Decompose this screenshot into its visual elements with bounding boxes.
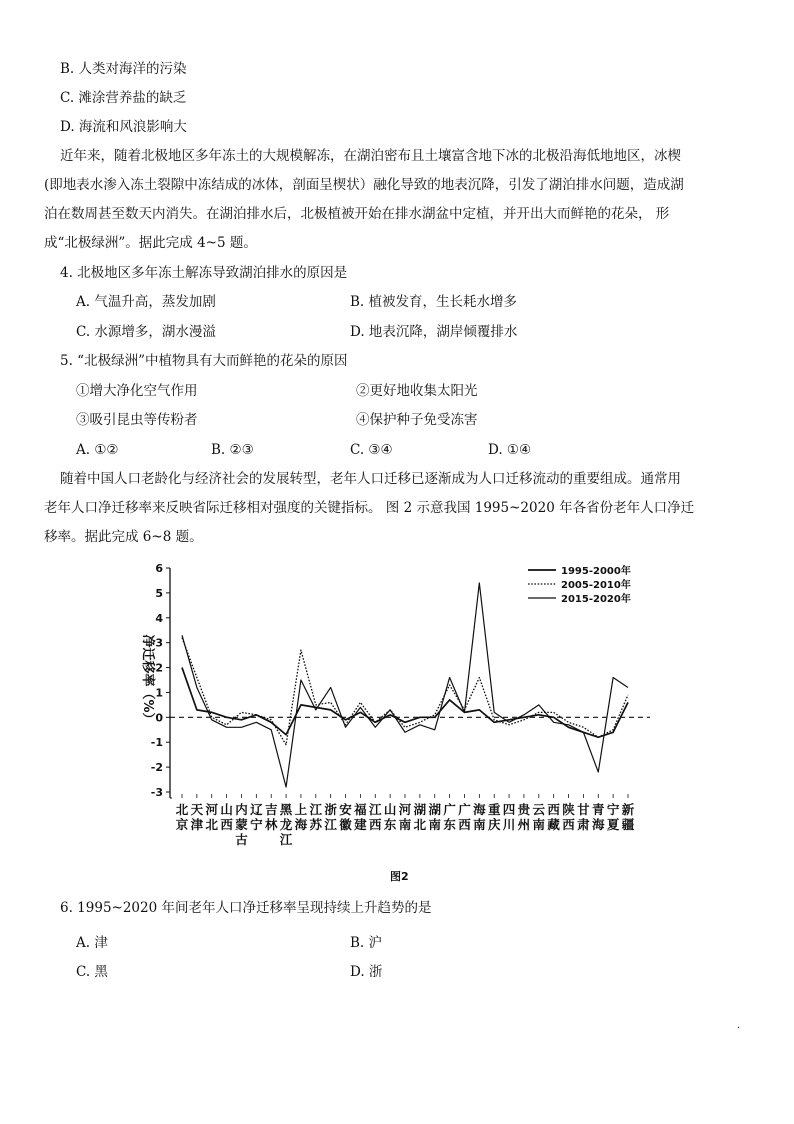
x-tick-label: 浙江	[324, 802, 337, 832]
q6-option-c: C. 黑	[76, 964, 108, 980]
option-b: B. 人类对海洋的污染	[60, 61, 187, 77]
x-tick-label: 广西	[458, 802, 471, 832]
y-tick-label: -3	[150, 786, 163, 799]
legend-label: 2015-2020年	[561, 594, 631, 605]
stray-mark: .	[737, 1020, 741, 1031]
x-tick-label: 黑龙江	[279, 802, 293, 847]
x-tick-label: 湖南	[428, 802, 441, 832]
y-tick-label: 4	[155, 611, 163, 625]
x-tick-label: 西藏	[547, 802, 560, 832]
question-5: 5. “北极绿洲”中植物具有大而鲜艳的花朵的原因	[60, 353, 348, 369]
paragraph-line: 泊在数周甚至数天内消失。在湖泊排水后，北极植被开始在排水湖盆中定植，并开出大而鲜艳的花朵， 形	[44, 206, 670, 222]
q4-option-b: B. 植被发育，生长耗水增多	[350, 294, 518, 310]
x-tick-label: 四川	[502, 802, 516, 832]
option-d: D. 海流和风浪影响大	[60, 119, 187, 135]
x-tick-label: 安徽	[339, 802, 352, 832]
x-tick-label: 河南	[398, 802, 412, 832]
x-tick-label: 甘肃	[577, 802, 590, 832]
x-tick-label: 贵州	[517, 802, 531, 832]
y-tick-label: 6	[155, 562, 163, 575]
chart-svg	[130, 560, 670, 860]
q5-item-4: ④保护种子免受冻害	[356, 412, 478, 428]
q5-option-c: C. ③④	[350, 442, 393, 458]
paragraph-line: 成“北极绿洲”。据此完成 4~5 题。	[44, 235, 257, 251]
y-tick-label: 1	[155, 686, 163, 700]
q6-option-a: A. 津	[76, 935, 108, 951]
paragraph-line: (即地表水渗入冻土裂隙中冻结成的冰体，剖面呈楔状）融化导致的地表沉降，引发了湖泊排水问题，造成湖	[44, 177, 684, 193]
paragraph-line: 老年人口净迁移率来反映省际迁移相对强度的关键指标。 图 2 示意我国 1995~2020 年各省份老年人口净迁	[44, 500, 695, 516]
series-line	[182, 668, 628, 738]
paragraph-line: 移率。据此完成 6~8 题。	[44, 529, 203, 545]
y-axis-label: 净迁移率（%）	[140, 634, 155, 726]
x-tick-label: 上海	[294, 802, 308, 832]
y-tick-label: 0	[155, 711, 163, 725]
y-tick-label: 3	[155, 636, 163, 650]
x-tick-label: 重庆	[487, 802, 501, 832]
x-tick-label: 北京	[175, 802, 189, 832]
q5-item-3: ③吸引昆虫等传粉者	[76, 412, 198, 428]
q4-option-a: A. 气温升高，蒸发加剧	[76, 294, 216, 310]
migration-rate-chart	[130, 560, 670, 860]
x-tick-label: 山东	[383, 802, 397, 832]
x-tick-label: 河北	[205, 802, 218, 832]
q5-item-1: ①增大净化空气作用	[76, 383, 198, 399]
x-tick-label: 天津	[190, 802, 204, 832]
x-tick-label: 陕西	[562, 802, 575, 832]
paragraph-line: 随着中国人口老龄化与经济社会的发展转型，老年人口迁移已逐渐成为人口迁移流动的重要组成。通常用	[60, 471, 681, 487]
y-tick-label: 5	[155, 586, 163, 600]
series-line	[182, 638, 628, 745]
x-tick-label: 福建	[354, 802, 367, 832]
q4-option-d: D. 地表沉降，湖岸倾覆排水	[350, 324, 518, 340]
x-tick-label: 广东	[443, 802, 456, 832]
x-tick-label: 山西	[220, 802, 233, 832]
legend-label: 2005-2010年	[561, 580, 631, 591]
x-tick-label: 内蒙古	[235, 802, 248, 847]
y-tick-label: -2	[150, 761, 163, 775]
figure-caption: 图2	[390, 870, 409, 883]
paragraph-line: 近年来，随着北极地区多年冻土的大规模解冻，在湖泊密布且土壤富含地下冰的北极沿海低地地区，冰楔	[60, 148, 681, 164]
q5-option-b: B. ②③	[211, 442, 254, 458]
x-tick-label: 江苏	[309, 802, 323, 832]
q4-option-c: C. 水源增多，湖水漫溢	[76, 324, 216, 340]
series-line	[182, 583, 628, 787]
question-6: 6. 1995~2020 年间老年人口净迁移率呈现持续上升趋势的是	[60, 900, 432, 916]
x-tick-label: 辽宁	[250, 802, 263, 832]
x-tick-label: 海南	[473, 802, 486, 832]
q5-option-a: A. ①②	[76, 442, 119, 458]
x-tick-label: 青海	[592, 802, 605, 832]
x-tick-label: 吉林	[264, 802, 278, 832]
question-4: 4. 北极地区多年冻土解冻导致湖泊排水的原因是	[60, 265, 348, 281]
legend-label: 1995-2000年	[561, 566, 631, 577]
y-tick-label: -1	[150, 736, 163, 750]
q5-item-2: ②更好地收集太阳光	[356, 383, 478, 399]
q5-option-d: D. ①④	[488, 442, 532, 458]
x-tick-label: 云南	[532, 802, 546, 832]
q6-option-d: D. 浙	[350, 964, 383, 980]
x-tick-label: 新疆	[621, 802, 635, 832]
x-tick-label: 湖北	[413, 802, 427, 832]
y-tick-label: 2	[155, 661, 163, 675]
x-tick-label: 江西	[369, 802, 382, 832]
option-c: C. 滩涂营养盐的缺乏	[60, 90, 187, 106]
q6-option-b: B. 沪	[350, 935, 383, 951]
x-tick-label: 宁夏	[606, 802, 620, 832]
